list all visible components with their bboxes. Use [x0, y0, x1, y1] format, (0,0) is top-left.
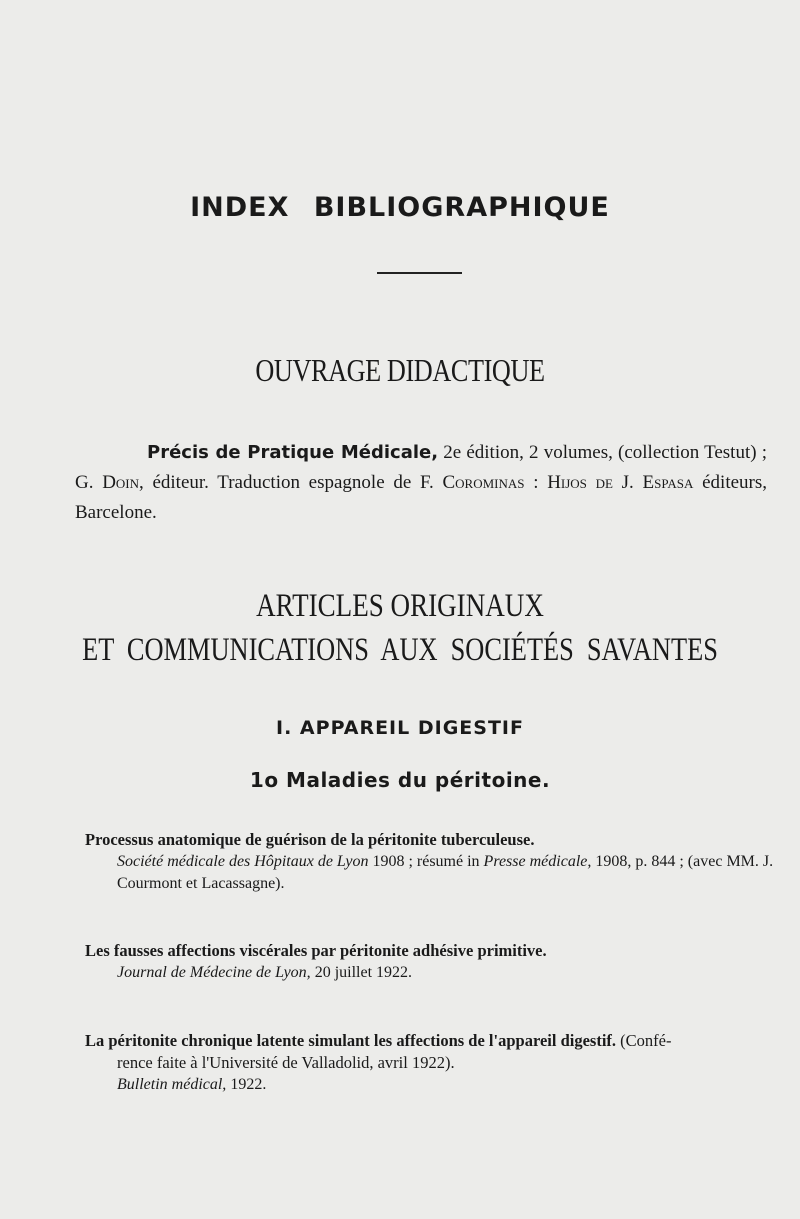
book-spanish-pub-1: Hijos de	[547, 472, 613, 493]
bibliography-entry	[85, 940, 775, 984]
entry-cite-tail: 20 juillet 1922.	[314, 964, 413, 981]
book-sep: :	[533, 472, 539, 493]
entry-citation	[85, 962, 775, 984]
subsection-heading: 1o Maladies du péritoine.	[249, 768, 551, 792]
entry-cite-tail: 1922.	[230, 1076, 267, 1093]
articles-heading-line1: ARTICLES ORIGINAUX	[256, 588, 544, 624]
entry-cite-mid: 1908 ; résumé in	[372, 853, 480, 870]
entry-title-cont: (Confé-	[620, 1031, 672, 1050]
entry-title-line2: rence faite à l'Université de Valladolid, avril 1922).	[117, 1053, 455, 1072]
entry-journal-2: Presse médicale,	[483, 853, 592, 870]
articles-heading-line2: ET COMMUNICATIONS AUX SOCIÉTÉS SAVANTES	[82, 632, 718, 668]
book-title: Précis de Pratique Médicale,	[147, 442, 439, 463]
entry-journal: Société médicale des Hôpitaux de Lyon	[117, 853, 369, 870]
book-paragraph	[75, 438, 767, 528]
entry-cite-tail: 1908, p. 844 ; (avec MM. J. Courmont et Lacassagne).	[117, 853, 774, 892]
section-heading: I. APPAREIL DIGESTIF	[276, 717, 524, 739]
book-publisher-pre: G.	[75, 472, 94, 493]
didactic-heading: OUVRAGE DIDACTIQUE	[255, 352, 545, 388]
book-spanish-pub-2: J.	[621, 472, 634, 493]
book-publisher-name: Doin	[102, 472, 140, 493]
entry-title: Processus anatomique de guérison de la péritonite tuberculeuse.	[85, 830, 535, 849]
entry-journal: Journal de Médecine de Lyon,	[117, 964, 311, 981]
bibliography-entry	[85, 829, 775, 895]
entry-journal: Bulletin médical,	[117, 1076, 227, 1093]
entry-title: Les fausses affections viscérales par péritonite adhésive primitive.	[85, 941, 547, 960]
title-rule	[377, 272, 462, 274]
book-entry	[75, 438, 767, 528]
entry-title: La péritonite chronique latente simulant les affections de l'appareil digestif.	[85, 1031, 617, 1050]
book-translator: Corominas	[442, 472, 525, 493]
entry-citation	[85, 851, 775, 895]
book-publisher-post: , éditeur. Traduction espagnole de F.	[139, 472, 434, 493]
entry-title-line	[85, 1030, 775, 1052]
book-spanish-pub-3: Espasa	[642, 472, 694, 493]
entry-citation	[85, 1074, 775, 1096]
book-edition: 2e édition, 2 volumes, (collection Testut) ;	[443, 442, 767, 463]
book-spanish-pub-tail: éditeurs, Barcelone.	[75, 472, 768, 523]
bibliography-entry	[85, 1030, 775, 1096]
page-title: INDEX BIBLIOGRAPHIQUE	[190, 192, 610, 223]
